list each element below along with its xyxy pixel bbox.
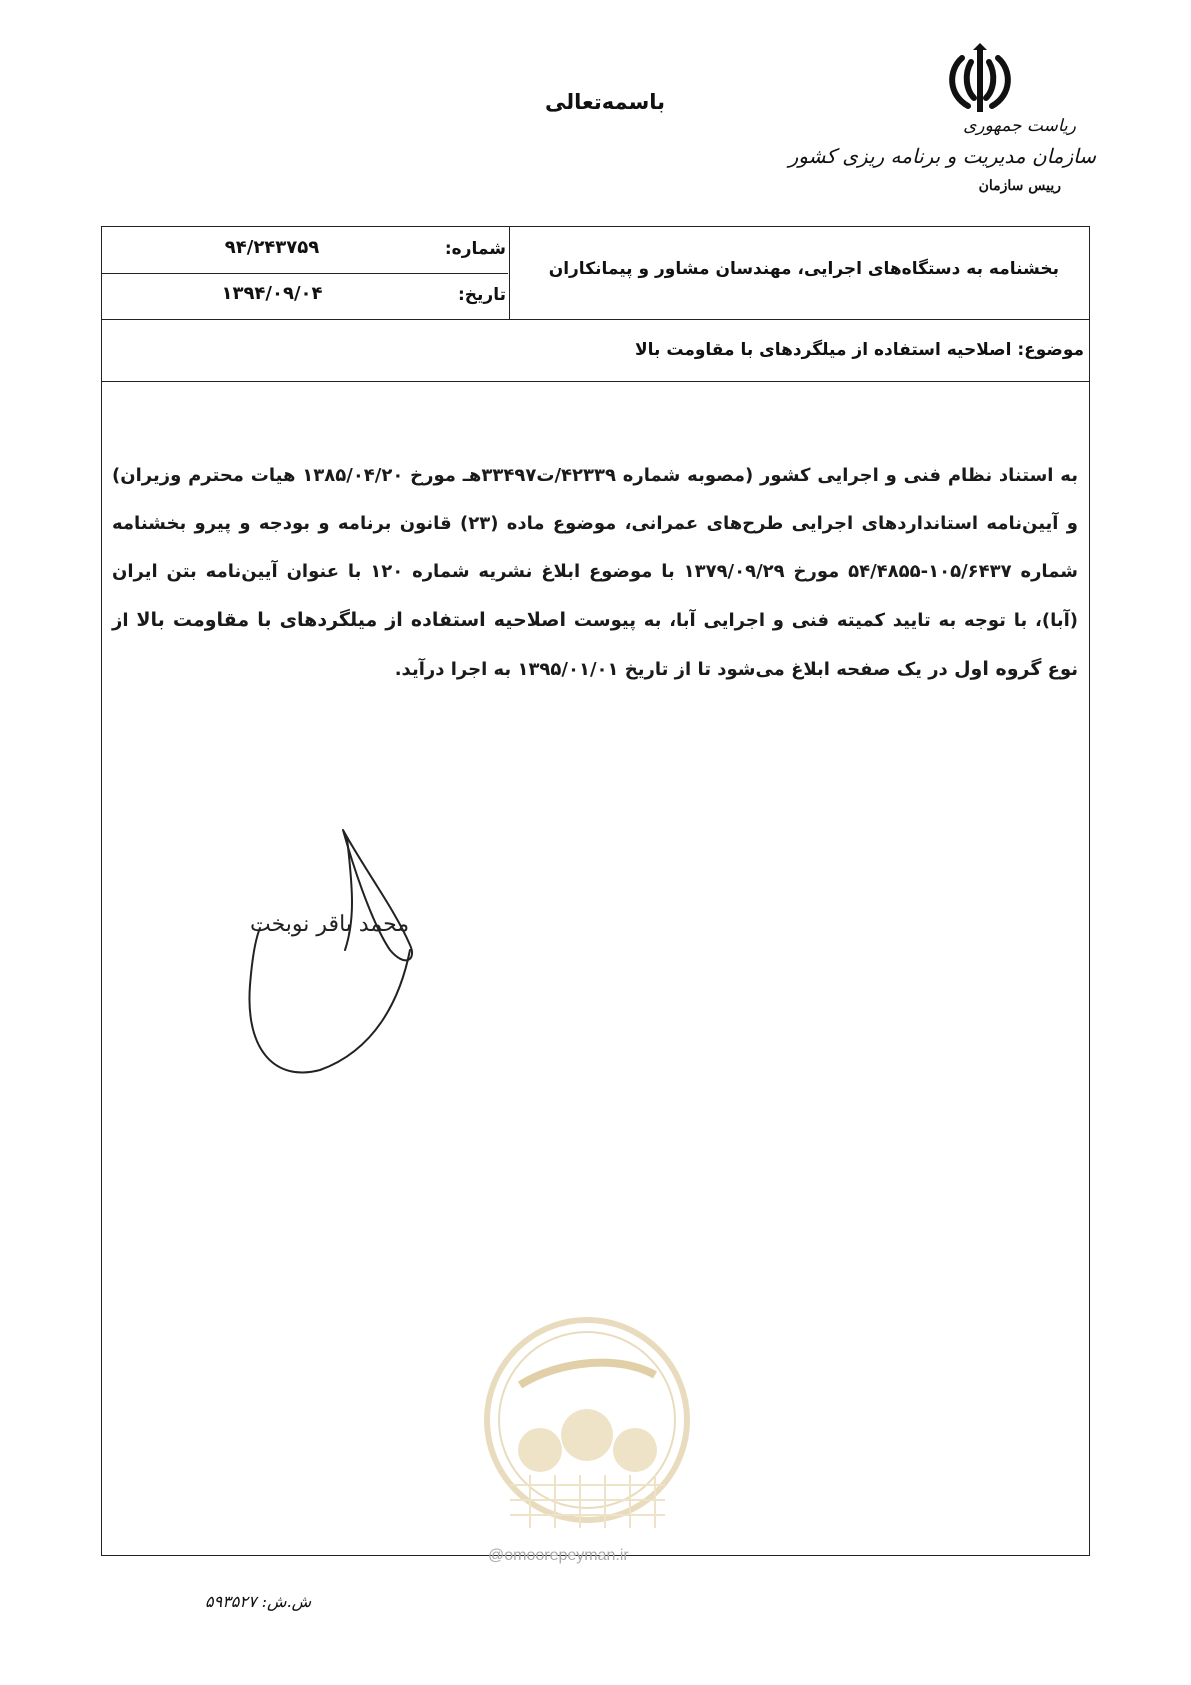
number-label: شماره: xyxy=(444,239,506,259)
invocation: باسمه‌تعالی xyxy=(545,90,665,114)
date-value: ۱۳۹۴/۰۹/۰۴ xyxy=(221,283,323,304)
signatory-name: محمد باقر نوبخت xyxy=(250,912,410,937)
number-value: ۹۴/۲۴۳۷۵۹ xyxy=(224,237,320,258)
body-bold-subject: اصلاحیه استفاده از میلگردهای با مقاومت بالا xyxy=(136,609,567,631)
subject-divider xyxy=(102,381,1089,382)
footer-reference: ش.ش: ۵۹۳۵۲۷ xyxy=(205,1592,312,1611)
watermark-handle: @omoorepeyman.ir xyxy=(488,1547,629,1564)
org-line-head: رییس سازمان xyxy=(978,178,1061,194)
meta-divider xyxy=(102,273,508,274)
org-line-presidency: ریاست جمهوری xyxy=(963,116,1076,136)
date-label: تاریخ: xyxy=(458,285,506,305)
header-divider xyxy=(102,319,1089,320)
header-column-divider xyxy=(509,227,510,319)
recipients: بخشنامه به دستگاه‌های اجرایی، مهندسان مشاور و پیمانکاران xyxy=(548,259,1059,279)
omoorepeyman-seal-icon xyxy=(480,1300,695,1540)
iran-emblem-icon xyxy=(940,40,1020,120)
body-part-2: از نوع xyxy=(112,610,1078,680)
subject-line: موضوع: اصلاحیه استفاده از میلگردهای با مقاومت بالا xyxy=(634,340,1084,360)
body-part-1: به استناد نظام فنی و اجرایی کشور (مصوبه شماره ۴۲۳۳۹/ت۳۳۴۹۷هـ مورخ ۱۳۸۵/۰۴/۲۰ هیات محترم وزیران) و آیین‌نامه استانداردهای اجرایی طرح‌های عمرانی، موضوع ماده (۲۳) قانون برنامه و بودجه و پیرو بخشنامه شماره ۱۰۵/۶۴۳۷-۵۴/۴۸۵۵ مورخ ۱۳۷۹/۰۹/۲۹ با موضوع ابلاغ نشریه شماره ۱۲۰ با عنوان آیین‌نامه بتن ایران (آبا)، با توجه به تایید کمیته فنی و اجرایی آبا، به پیوست xyxy=(112,465,1078,631)
signature-stroke xyxy=(225,810,455,1080)
org-line-organization: سازمان مدیریت و برنامه ریزی کشور xyxy=(788,144,1096,168)
body-bold-group: گروه اول xyxy=(954,658,1042,680)
letter-body xyxy=(112,452,1078,694)
body-part-3: در یک صفحه ابلاغ می‌شود تا از تاریخ ۱۳۹۵/۰۱/۰۱ به اجرا درآید. xyxy=(394,659,955,680)
